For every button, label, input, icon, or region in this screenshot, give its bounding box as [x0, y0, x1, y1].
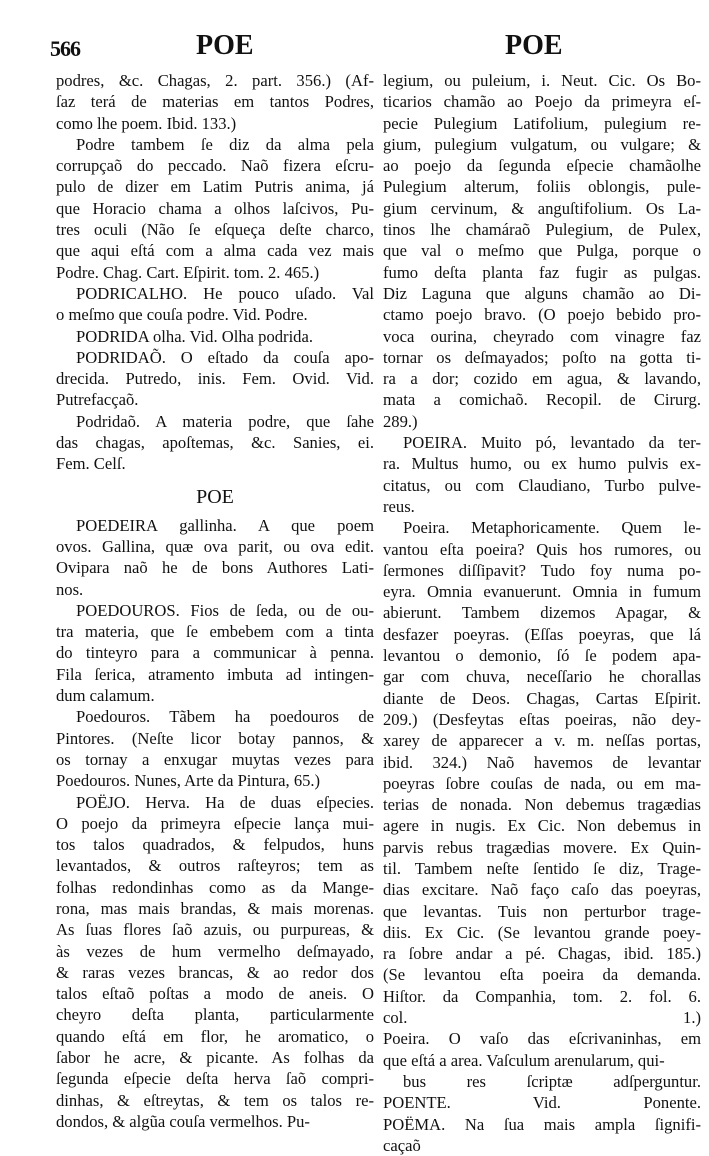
text-line: Poeira. Metaphoricamente. Quem le- [403, 518, 701, 538]
text-line: agere in nugis. Ex Cic. Non debemus in [383, 816, 701, 836]
text-line: eyra. Omnia evanuerunt. Omnia in fumum [383, 582, 701, 602]
text-line: os tornay a enxugar muytas vezes para [56, 749, 374, 769]
text-line: que aqui eſtá com a alma cada vez mais [56, 241, 374, 261]
text-line: vantou eſta poeira? Quis hos rumores, ou [383, 539, 701, 559]
text-line: ao poejo da ſegunda eſpecie chamãolhe [383, 156, 701, 176]
text-line: levantados, & outros raſteyros; tem as [56, 856, 374, 876]
text-line: PODRICALHO. He pouco uſado. Val [76, 283, 374, 303]
text-line: abierunt. Tambem dizemos Apagar, & [383, 603, 701, 623]
text-line: diante de Deos. Chagas, Cartas Eſpirit. [383, 688, 701, 708]
text-line: corrupçaõ do peccado. Naõ fizera eſcru- [56, 156, 374, 176]
text-line: das chagas, apoſtemas, &c. Sanies, ei. [56, 433, 374, 453]
text-line: Fem. Celſ. [56, 454, 126, 474]
text-line: PODRIDAÕ. O eſtado da couſa apo- [76, 347, 374, 367]
text-line: O poejo da primeyra eſpecie lança mui- [56, 813, 374, 833]
text-line: Podridaõ. A materia podre, que ſahe [76, 411, 374, 431]
text-line: Fila ſerica, atramento imbuta ad intingen- [56, 664, 374, 684]
text-line: que Horacio chama a olhos laſcivos, Pu- [56, 198, 374, 218]
left-column [56, 70, 374, 1132]
text-line: mata a comichaõ. Recopil. de Cirurg. [383, 390, 701, 410]
text-line: PODRIDA olha. Vid. Olha podrida. [76, 326, 313, 346]
text-line: às vezes de hum vermelho deſmayado, [56, 941, 374, 961]
section-heading: POE [196, 485, 234, 508]
text-line: reus. [383, 496, 415, 516]
text-line: POEDEIRA gallinha. A que poem [76, 515, 374, 535]
text-line: Podre. Chag. Cart. Eſpirit. tom. 2. 465.) [56, 262, 320, 282]
text-line: bus res ſcriptæ adſperguntur. [403, 1071, 701, 1091]
text-line: til. Tambem neſte ſentido ſe diz, Trage- [383, 858, 701, 878]
text-line: fumo deſta planta faz fugir as pulgas. [383, 262, 701, 282]
text-line: 209.) (Desfeytas eſtas poeiras, não dey- [383, 709, 701, 729]
text-line: pecie Pulegium Latifolium, pulegium re- [383, 113, 701, 133]
text-line: POËMA. Na ſua mais ampla ſignifi- [383, 1114, 701, 1134]
text-line: & raras vezes brancas, & ao redor dos [56, 962, 374, 982]
text-line: col. 1.) [383, 1008, 701, 1028]
text-line: rona, mas mais brandas, & mais morenas. [56, 898, 374, 918]
text-line: 289.) [383, 411, 418, 431]
text-line: ra a dor; cozido em agua, & lavando, [383, 369, 701, 389]
text-line: Diz Laguna que alguns chamão ao Di- [383, 283, 701, 303]
text-line: xarey de apparecer a v. m. neſſas portas, [383, 731, 701, 751]
text-line: Pintores. (Neſte licor botay pannos, & [56, 728, 374, 748]
text-line: caçaõ [383, 1135, 421, 1155]
text-line: podres, &c. Chagas, 2. part. 356.) (Af- [56, 71, 374, 90]
text-line: levantou o demonio, ſó ſe podem apa- [383, 646, 701, 666]
text-line: dias excitare. Naõ faço caſo das poeyras, [383, 880, 701, 900]
text-line: (Se levantou eſta poeira da demanda. [383, 965, 701, 985]
text-line: POENTE. Vid. Ponente. [383, 1093, 701, 1113]
text-line: ſaz terá de materias em tantos Podres, [56, 92, 374, 112]
page-number: 566 [50, 36, 80, 61]
text-line: tos talos quadrados, & felpudos, huns [56, 835, 374, 855]
text-line: ovos. Gallina, quæ ova parit, ou ova edit. [56, 536, 374, 556]
text-line: ra ſobre andar a pé. Chagas, ibid. 185.) [383, 944, 701, 964]
text-line: Poedouros. Nunes, Arte da Pintura, 65.) [56, 771, 321, 791]
text-line: ctamo poejo bravo. (O poejo bebido pro- [383, 305, 701, 325]
text-line: terias de nonada. Non debemus tragædias [383, 795, 701, 815]
running-head-left: POE [196, 30, 254, 61]
text-line: ticarios chamão ao Poejo da primeyra eſ- [383, 92, 701, 112]
text-line: POEIRA. Muito pó, levantado da ter- [403, 433, 701, 453]
text-line: Ovipara naõ he de bons Authores Lati- [56, 558, 374, 578]
text-line: cheyro deſta planta, particularmente [56, 1005, 374, 1025]
text-line: Poeira. O vaſo das eſcrivaninhas, em [383, 1029, 701, 1049]
text-line: Podre tambem ſe diz da alma pela [76, 134, 374, 154]
text-line: ra. Multus humo, ou ex humo pulvis ex- [383, 454, 701, 474]
text-line: tres oculi (Não ſe eſqueça deſte charco, [56, 220, 374, 240]
text-line: diis. Ex Cic. (Se levantou grande poey- [383, 922, 701, 942]
text-line: dum calamum. [56, 686, 155, 706]
text-line: como lhe poem. Ibid. 133.) [56, 113, 237, 133]
text-line: Hiſtor. da Companhia, tom. 2. fol. 6. [383, 986, 701, 1006]
text-line: que eſtá a area. Vaſculum arenularum, qui- [383, 1050, 665, 1070]
text-line: que val o meſmo que Pulga, porque o [383, 241, 701, 261]
text-line: ſegunda eſpecie deſta herva ſaõ compri- [56, 1069, 374, 1089]
text-line: gium cervinum, & anguſtifolium. Os La- [383, 198, 701, 218]
text-line: desfazer poeyras. (Eſſas poeyras, que lá [383, 624, 701, 644]
text-line: Putrefacçaõ. [56, 390, 139, 410]
text-line: legium, ou puleium, i. Neut. Cic. Os Bo- [383, 71, 701, 90]
text-line: pulo de dizer em Latim Putris anima, já [56, 177, 374, 197]
text-line: gium, pulegium vulgatum, ou vulgare; & [383, 134, 701, 154]
text-line: dondos, & algũa couſa vermelhos. Pu- [56, 1111, 310, 1131]
text-line: dinhas, & eſtreytas, & tem os talos re- [56, 1090, 374, 1110]
text-line: gar com chuva, neceſſario he chorallas [383, 667, 701, 687]
right-column [383, 70, 701, 1156]
text-line: parvis rebus tragædias movere. Ex Quin- [383, 837, 701, 857]
text-line: tinos lhe chamáraõ Pulegium, de Pulex, [383, 220, 701, 240]
text-line: poeyras ſobre couſas de nada, ou em ma- [383, 773, 701, 793]
text-line: talos eſtaõ poſtas a modo de aneis. O [56, 984, 374, 1004]
text-line: POËJO. Herva. Ha de duas eſpecies. [76, 792, 374, 812]
text-line: quando eſtá em flor, he aromatico, o [56, 1026, 374, 1046]
text-line: Poedouros. Tãbem ha poedouros de [76, 707, 374, 727]
text-line: drecida. Putredo, inis. Fem. Ovid. Vid. [56, 369, 374, 389]
text-line: nos. [56, 579, 84, 599]
running-head-right: POE [505, 30, 563, 61]
text-line: folhas redondinhas como as da Mange- [56, 877, 374, 897]
text-line: ſermones diſſipavit? Tudo foy numa po- [383, 560, 701, 580]
text-line: do tinteyro para a communicar à penna. [56, 643, 374, 663]
text-line: tra materia, que ſe embebem com a tinta [56, 622, 374, 642]
text-line: voca ourina, cheyrado com vinagre faz [383, 326, 701, 346]
text-line: Pulegium alterum, foliis oblongis, pule- [383, 177, 701, 197]
text-line: POEDOUROS. Fios de ſeda, ou de ou- [76, 600, 374, 620]
text-line: o meſmo que couſa podre. Vid. Podre. [56, 305, 308, 325]
text-line: que levantas. Tuis non perturbor trage- [383, 901, 701, 921]
text-line: citatus, ou com Claudiano, Turbo pulve- [383, 475, 701, 495]
text-line: tornar os deſmayados; poſto na gotta ti- [383, 347, 701, 367]
text-line: As ſuas flores ſaõ azuis, ou purpureas, & [56, 920, 374, 940]
text-line: ibid. 324.) Naõ havemos de levantar [383, 752, 701, 772]
text-line: ſabor he acre, & picante. As folhas da [56, 1048, 374, 1068]
